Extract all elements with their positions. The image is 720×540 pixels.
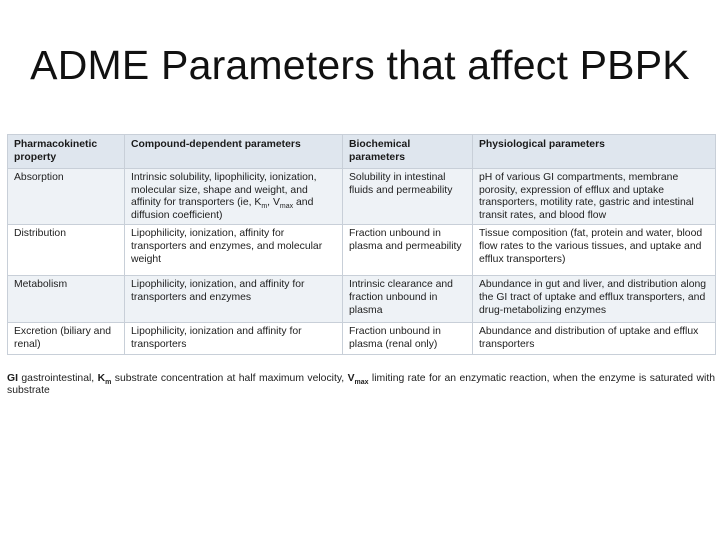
cell-text: , V	[267, 197, 280, 209]
cell-compound-dependent: Lipophilicity, ionization and affinity for transporters	[125, 323, 343, 355]
table-row-distribution	[8, 225, 716, 276]
table-row-absorption	[8, 169, 716, 225]
footnote-vmax-abbreviation	[347, 373, 369, 387]
cell-biochemical: Fraction unbound in plasma (renal only)	[343, 323, 473, 355]
slide-title: ADME Parameters that affect PBPK	[30, 42, 690, 88]
cell-property: Distribution	[8, 225, 125, 276]
header-pharmacokinetic-property: Pharmacokinetic property	[8, 135, 125, 169]
cell-compound-dependent: Lipophilicity, ionization, and affinity for transporters and enzymes	[125, 276, 343, 323]
cell-compound-dependent	[125, 169, 343, 225]
header-biochemical-parameters: Biochemical parameters	[343, 135, 473, 169]
footnote-vmax-definition: limiting rate for an enzymatic reaction, when the enzyme is saturated with substrate	[7, 373, 715, 396]
cell-property: Metabolism	[8, 276, 125, 323]
vmax-symbol: V	[347, 373, 355, 384]
cell-compound-dependent: Lipophilicity, ionization, affinity for transporters and enzymes, and molecular weight	[125, 225, 343, 276]
km-subscript: m	[261, 203, 268, 211]
footnote-gi-definition: gastrointestinal,	[17, 373, 98, 384]
header-physiological-parameters: Physiological parameters	[473, 135, 716, 169]
cell-text: and diffusion coefficient)	[131, 197, 314, 221]
adme-table-container	[7, 134, 715, 355]
footnote-km-abbreviation	[97, 373, 112, 387]
footnote-km-definition: substrate concentration at half maximum velocity,	[111, 373, 348, 384]
vmax-subscript: max	[279, 203, 294, 211]
table-footnote	[7, 373, 715, 397]
table-header-row	[8, 135, 716, 169]
header-compound-dependent-parameters: Compound-dependent parameters	[125, 135, 343, 169]
km-symbol: K	[97, 373, 106, 384]
cell-biochemical: Fraction unbound in plasma and permeability	[343, 225, 473, 276]
cell-biochemical: Intrinsic clearance and fraction unbound in plasma	[343, 276, 473, 323]
footnote-gi-abbreviation: GI	[7, 373, 18, 384]
cell-physiological: Abundance in gut and liver, and distribution along the GI tract of uptake and efflux transporters, and drug-metabolizing enzymes	[473, 276, 716, 323]
cell-physiological: pH of various GI compartments, membrane porosity, expression of efflux and uptake transporters, motility rate, gastric and intestinal transit rates, and blood flow	[473, 169, 716, 225]
cell-property: Excretion (biliary and renal)	[8, 323, 125, 355]
km-subscript: m	[105, 379, 112, 387]
adme-parameters-table	[7, 134, 716, 355]
cell-physiological: Abundance and distribution of uptake and efflux transporters	[473, 323, 716, 355]
cell-text: Intrinsic solubility, lipophilicity, ionization, molecular size, shape and weight, and affinity for transporters (ie, K	[131, 172, 317, 209]
vmax-subscript: max	[354, 379, 369, 387]
table-row-metabolism	[8, 276, 716, 323]
cell-physiological: Tissue composition (fat, protein and water, blood flow rates to the various tissues, and uptake and efflux transporters)	[473, 225, 716, 276]
cell-biochemical: Solubility in intestinal fluids and permeability	[343, 169, 473, 225]
table-row-excretion	[8, 323, 716, 355]
cell-property: Absorption	[8, 169, 125, 225]
